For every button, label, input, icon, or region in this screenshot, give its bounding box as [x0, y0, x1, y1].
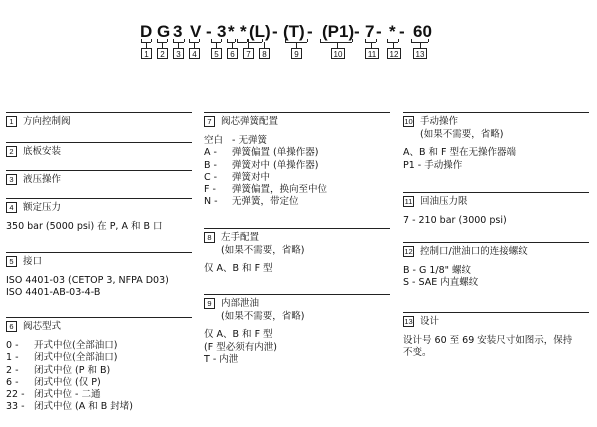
bracket-lead: [216, 42, 217, 48]
bracket-line: [237, 42, 247, 43]
section-header: [403, 196, 589, 209]
section-number-box: 3: [6, 174, 17, 185]
row-key: C -: [204, 171, 218, 183]
bracket-lead: [178, 42, 179, 48]
row-value: 闭式中位 (A 和 B 封堵): [34, 401, 134, 413]
section-number-box: 4: [6, 202, 17, 213]
model-code-char: (T): [283, 22, 305, 41]
section-title: 控制口/泄油口的连接螺纹: [420, 246, 528, 257]
section-rule: [204, 228, 390, 229]
section-title: 内部泄油: [221, 298, 260, 309]
model-code-char: D: [140, 22, 153, 41]
bracket-tick: [189, 39, 190, 42]
section-line: ISO 4401-AB-03-4-B: [6, 287, 101, 299]
row-key: N -: [204, 196, 218, 208]
model-code-box: 12: [387, 48, 401, 59]
model-code-box: 2: [157, 48, 168, 59]
section-title: 接口: [23, 256, 43, 267]
model-code-char: -: [272, 22, 278, 41]
model-code-box: 6: [227, 48, 238, 59]
model-code-char: -: [307, 22, 313, 41]
model-code-box: 10: [331, 48, 345, 59]
section-rule: [204, 294, 390, 295]
section-number-box: 12: [404, 247, 413, 256]
section-number-box: 7: [204, 116, 215, 127]
bracket-line: [227, 42, 235, 43]
bracket-tick: [320, 39, 321, 42]
section-rule: [6, 142, 192, 143]
bracket-tick: [352, 39, 353, 42]
model-code-box: 4: [189, 48, 200, 59]
bracket-lead: [296, 42, 297, 48]
bracket-lead: [194, 42, 195, 48]
section-number-box: 2: [6, 146, 17, 157]
section-rule: [403, 242, 589, 243]
section-subtitle: (如果不需要，省略): [221, 245, 305, 256]
bracket-tick: [428, 39, 429, 42]
row-key: 空白: [204, 135, 224, 146]
section-row: [204, 184, 390, 196]
section-1: [6, 116, 192, 129]
section-number-box: 10: [404, 117, 413, 126]
section-title: 额定压力: [23, 202, 62, 213]
section-header: [6, 174, 192, 187]
section-title: 底板安装: [23, 146, 62, 157]
bracket-tick: [237, 39, 238, 42]
bracket-line: [320, 42, 352, 43]
model-code-char: -: [399, 22, 405, 41]
section-header: [204, 298, 390, 311]
model-code-box: 9: [291, 48, 302, 59]
bracket-tick: [151, 39, 152, 42]
section-title: 设计: [420, 316, 440, 327]
bracket-lead: [264, 42, 265, 48]
bracket-tick: [376, 39, 377, 42]
section-12: [403, 246, 589, 290]
row-value: 弹簧偏置，换向至中位: [232, 184, 328, 196]
section-header: [6, 202, 192, 215]
section-number-box: 5: [6, 256, 17, 267]
section-header: [6, 146, 192, 159]
bracket-lead: [371, 42, 372, 48]
section-row: [204, 160, 390, 172]
row-value: 弹簧对中 (单操作器): [232, 159, 319, 171]
section-rule: [6, 252, 192, 253]
section-row: [6, 340, 192, 352]
model-code-box: 7: [243, 48, 254, 59]
section-line: 不变。: [403, 347, 432, 359]
bracket-tick: [398, 39, 399, 42]
model-code-char: (L): [249, 22, 271, 41]
section-title: 左手配置: [221, 232, 260, 243]
section-line: 350 bar (5000 psi) 在 P, A 和 B 口: [6, 221, 163, 232]
row-value: 弹簧偏置 (单操作器): [232, 147, 319, 159]
section-row: [6, 377, 192, 389]
section-header: [204, 232, 390, 245]
section-row: [6, 365, 192, 377]
section-number-box: 6: [6, 321, 17, 332]
row-value: 弹簧对中: [232, 171, 271, 183]
bracket-lead: [420, 42, 421, 48]
section-line: S - SAE 内直螺纹: [403, 277, 479, 289]
section-5: [6, 256, 192, 300]
model-code-box: 1: [141, 48, 152, 59]
row-key: A -: [204, 147, 217, 159]
section-line: 仅 A、B 和 F 型: [204, 329, 273, 341]
section-4: [6, 202, 192, 233]
bracket-tick: [184, 39, 185, 42]
section-subtitle: (如果不需要，省略): [221, 311, 305, 322]
section-title: 方向控制阀: [23, 116, 71, 127]
section-title: 回油压力限: [420, 196, 468, 207]
section-header: [403, 116, 589, 129]
section-rule: [6, 198, 192, 199]
section-line: A、B 和 F 型在无操作器端: [403, 147, 517, 159]
section-13: [403, 316, 589, 360]
row-key: B -: [204, 159, 217, 171]
row-key: F -: [204, 184, 216, 196]
section-8: [204, 232, 390, 276]
section-header: [403, 316, 589, 329]
section-subtitle: (如果不需要，省略): [420, 129, 504, 140]
bracket-tick: [411, 39, 412, 42]
bracket-tick: [167, 39, 168, 42]
section-header: [6, 321, 192, 334]
section-title: 手动操作: [420, 116, 459, 127]
model-code-box: 11: [365, 48, 379, 59]
section-line: 设计号 60 至 69 安装尺寸如图示，保持: [403, 335, 573, 346]
section-rule: [403, 112, 589, 113]
section-row: [6, 401, 192, 413]
model-code-char: 60: [413, 22, 432, 41]
row-key: 33 -: [6, 401, 25, 413]
section-rule: [403, 192, 589, 193]
section-title: 阀芯弹簧配置: [221, 116, 279, 127]
section-row: [204, 147, 390, 159]
section-2: [6, 146, 192, 159]
model-code-box: 3: [173, 48, 184, 59]
section-9: [204, 298, 390, 366]
section-row: [204, 196, 390, 208]
section-rule: [6, 170, 192, 171]
bracket-tick: [248, 39, 249, 42]
model-code-box: 5: [211, 48, 222, 59]
section-line: 仅 A、B 和 F 型: [204, 263, 273, 275]
section-number-box: 11: [404, 197, 413, 206]
section-row: [6, 352, 192, 364]
section-row: [204, 172, 390, 184]
model-code-char: *: [389, 22, 396, 41]
bracket-tick: [199, 39, 200, 42]
bracket-tick: [227, 39, 228, 42]
section-header: [403, 246, 589, 259]
bracket-lead: [393, 42, 394, 48]
section-number-box: 1: [6, 116, 17, 127]
row-key: 6 -: [6, 376, 19, 388]
model-code-char: 3: [217, 22, 227, 41]
section-10: [403, 116, 589, 172]
row-value: 闭式中位 (仅 P): [34, 376, 101, 388]
model-code-char: G: [157, 22, 171, 41]
model-code-char: 3: [173, 22, 183, 41]
bracket-tick: [365, 39, 366, 42]
bracket-lead: [146, 42, 147, 48]
section-6: [6, 321, 192, 414]
bracket-tick: [211, 39, 212, 42]
row-key: 1 -: [6, 352, 19, 364]
model-code-char: 7: [365, 22, 375, 41]
section-line: (F 型必须有内泄): [204, 341, 277, 353]
section-line: P1 - 手动操作: [403, 159, 463, 171]
section-number-box: 8: [204, 232, 215, 243]
section-line: T - 内泄: [204, 353, 239, 365]
bracket-tick: [285, 39, 286, 42]
model-code-char: -: [354, 22, 360, 41]
row-key: 22 -: [6, 389, 25, 401]
bracket-tick: [221, 39, 222, 42]
model-code-char: *: [228, 22, 235, 41]
bracket-tick: [307, 39, 308, 42]
row-value: 开式中位(全部油口): [34, 340, 118, 351]
section-row: [6, 389, 192, 401]
model-code-box: 8: [259, 48, 270, 59]
bracket-line: [248, 42, 262, 43]
row-key: 0 -: [6, 340, 19, 351]
model-code-box: 13: [413, 48, 427, 59]
bracket-lead: [232, 42, 233, 48]
section-header: [6, 116, 192, 129]
row-value: 无弹簧，带定位: [232, 196, 299, 208]
model-code-char: -: [206, 22, 212, 41]
row-value: - 无弹簧: [232, 135, 267, 146]
section-row: [204, 135, 390, 147]
bracket-tick: [387, 39, 388, 42]
section-rule: [403, 312, 589, 313]
row-value: 闭式中位 (P 和 B): [34, 364, 111, 376]
model-code-char: (P1): [322, 22, 355, 41]
section-line: B - G 1/8" 螺纹: [403, 265, 472, 276]
section-title: 液压操作: [23, 174, 62, 185]
section-line: 7 - 210 bar (3000 psi): [403, 215, 507, 226]
section-header: [6, 256, 192, 269]
bracket-tick: [173, 39, 174, 42]
bracket-lead: [162, 42, 163, 48]
bracket-tick: [141, 39, 142, 42]
row-value: 闭式中位 - 二通: [34, 389, 101, 401]
section-7: [204, 116, 390, 209]
model-code-char: -: [376, 22, 382, 41]
section-rule: [6, 317, 192, 318]
bracket-lead: [337, 42, 338, 48]
section-header: [204, 116, 390, 129]
section-3: [6, 174, 192, 187]
section-rule: [6, 112, 192, 113]
row-value: 闭式中位(全部油口): [34, 352, 118, 364]
section-rule: [204, 112, 390, 113]
row-key: 2 -: [6, 364, 19, 376]
model-code-char: *: [240, 22, 247, 41]
section-line: ISO 4401-03 (CETOP 3, NFPA D03): [6, 275, 169, 286]
section-11: [403, 196, 589, 227]
bracket-tick: [235, 39, 236, 42]
bracket-tick: [157, 39, 158, 42]
model-code-char: V: [190, 22, 202, 41]
section-number-box: 9: [204, 298, 215, 309]
bracket-tick: [262, 39, 263, 42]
section-number-box: 13: [404, 317, 413, 326]
section-title: 阀芯型式: [23, 321, 62, 332]
